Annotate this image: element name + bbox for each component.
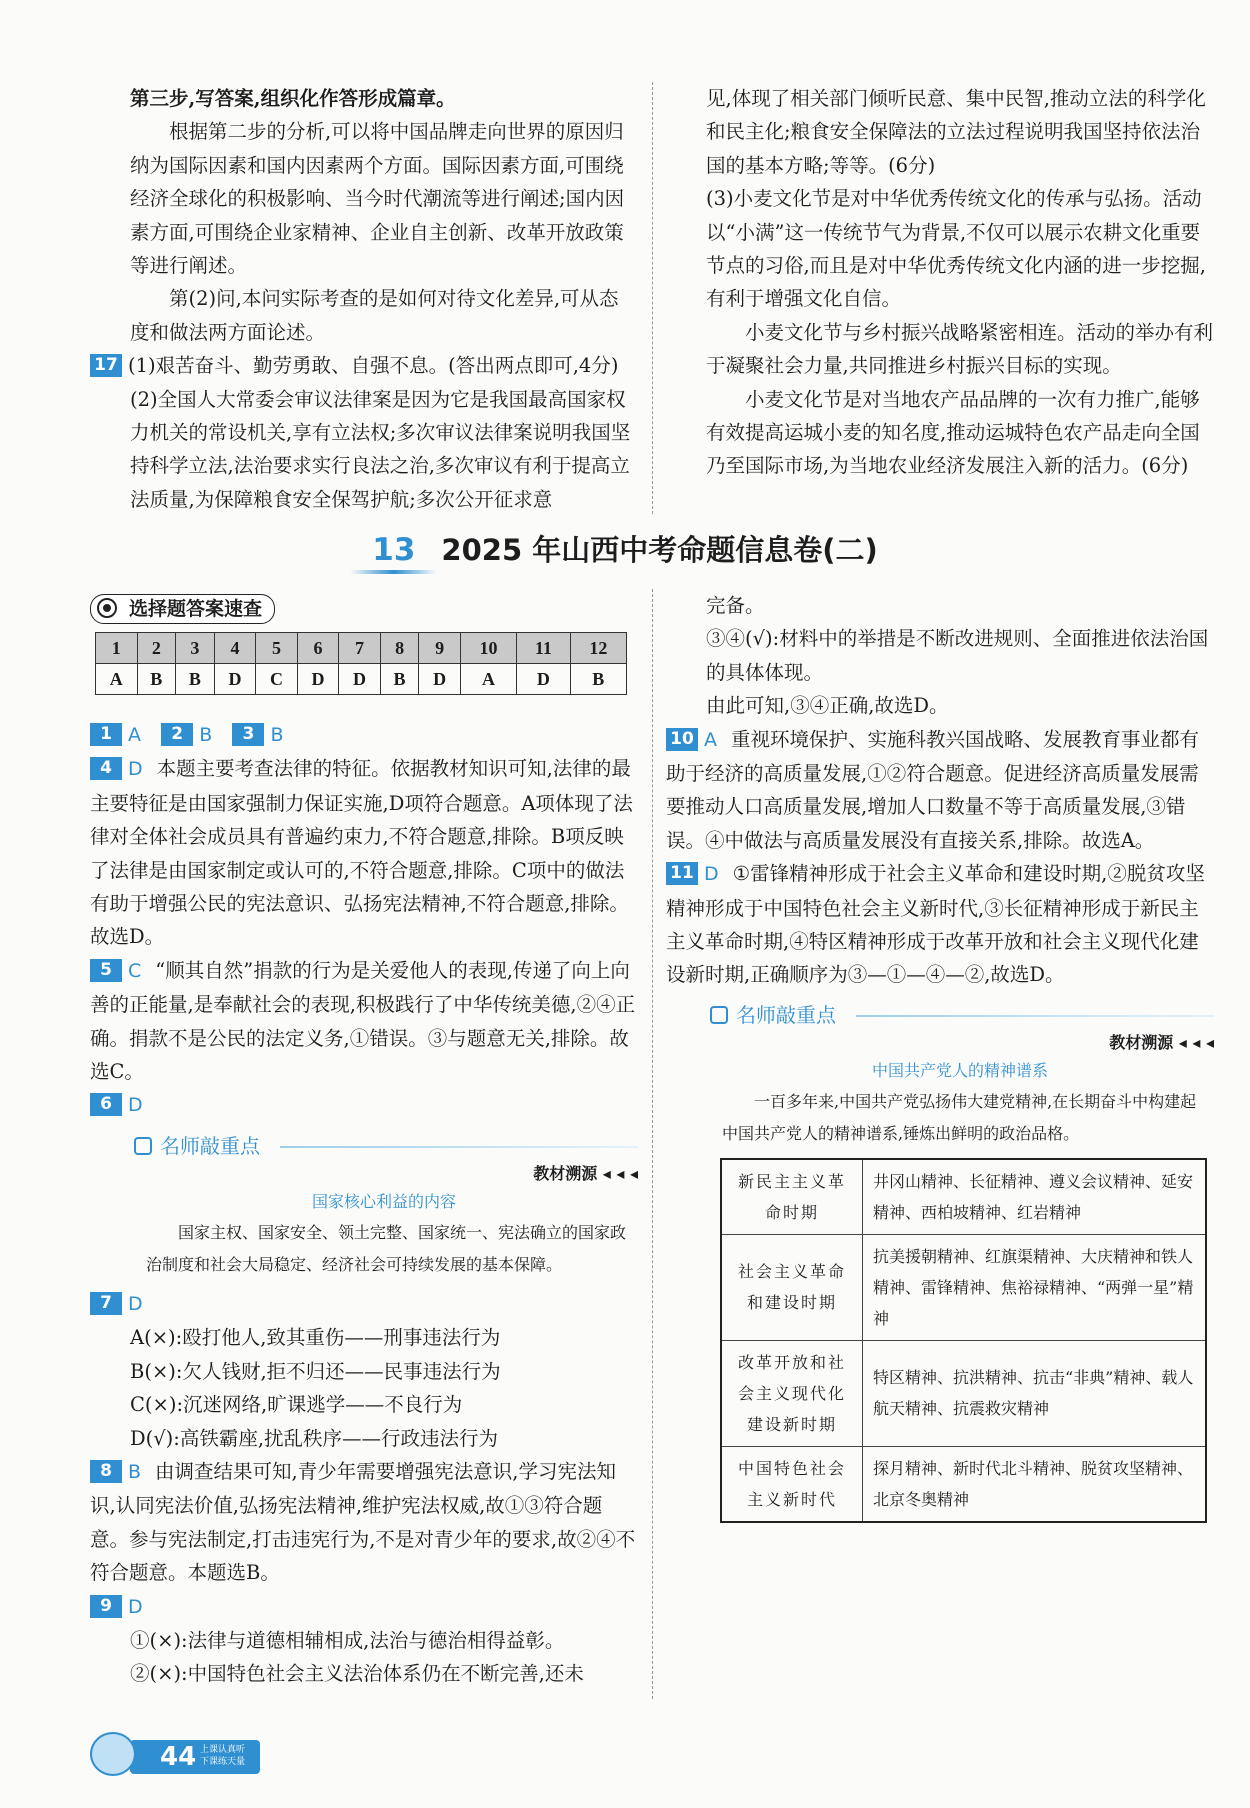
answer-letter: D bbox=[128, 1292, 143, 1315]
question-number-6: 6 bbox=[90, 1093, 122, 1116]
table-row: 中国特色社会主义新时代 探月精神、新时代北斗精神、脱贫攻坚精神、北京冬奥精神 bbox=[721, 1446, 1206, 1522]
paragraph: 见,体现了相关部门倾听民意、集中民智,推动立法的科学化和民主化;粮食安全保障法的立法过程说明我国坚持依法治国的基本方略;等等。(6分) bbox=[706, 87, 1206, 177]
textbook-source-label: 教材溯源 ◂ ◂ ◂ bbox=[1109, 1032, 1214, 1052]
grid-question-number: 5 bbox=[256, 633, 298, 664]
question-number-5: 5 bbox=[90, 959, 122, 982]
grid-question-number: 6 bbox=[297, 633, 339, 664]
top-left-column bbox=[94, 82, 638, 516]
teacher-key-label: 名师敲重点 bbox=[706, 1000, 836, 1030]
page-number: 44 bbox=[160, 1742, 197, 1772]
teacher-key-point bbox=[130, 1131, 638, 1281]
question-number-8: 8 bbox=[90, 1460, 122, 1483]
section-title-text: 2025 年山西中考命题信息卷(二) bbox=[441, 533, 878, 567]
grid-question-number: 12 bbox=[570, 633, 626, 664]
teacher-key-point bbox=[706, 1000, 1214, 1150]
step-heading: 第三步,写答案,组织化作答形成篇章。 bbox=[130, 87, 456, 110]
key-point-body: 国家主权、国家安全、领土完整、国家统一、宪法确立的国家政治制度和社会大局稳定、经济社会可持续发展的基本保障。 bbox=[146, 1222, 627, 1274]
column-divider-top bbox=[652, 82, 653, 514]
grid-answer: D bbox=[297, 664, 339, 695]
section-number: 13 bbox=[372, 532, 416, 568]
answer-letter: D bbox=[128, 1595, 143, 1618]
explanation: 本题主要考查法律的特征。依据教材知识可知,法律的最主要特征是由国家强制力保证实施,D项符合题意。A项体现了法律对全体社会成员具有普遍约束力,不符合题意,排除。B项反映了法律是由国家制定或认可的,不符合题意,排除。C项中的做法有助于增强公民的宪法意识、弘扬宪法精神,不符合题意,排除。故选D。 bbox=[90, 757, 633, 949]
paragraph: 由此可知,③④正确,故选D。 bbox=[706, 694, 949, 718]
column-divider-bottom bbox=[652, 589, 653, 1699]
grid-question-number: 2 bbox=[137, 633, 176, 664]
answer-letter: D bbox=[704, 863, 719, 886]
option-analysis: A(×):殴打他人,致其重伤——刑事违法行为 bbox=[130, 1326, 501, 1350]
answer-letter: C bbox=[128, 959, 142, 982]
grid-answer: D bbox=[419, 664, 461, 695]
question-number-9: 9 bbox=[90, 1595, 122, 1618]
grid-question-number: 9 bbox=[419, 633, 461, 664]
grid-question-number: 1 bbox=[96, 633, 138, 664]
key-point-title: 国家核心利益的内容 bbox=[311, 1191, 456, 1211]
answer-letter: A bbox=[128, 724, 141, 746]
grid-answer: C bbox=[256, 664, 298, 695]
answer-letter: B bbox=[199, 724, 213, 746]
question-number-4: 4 bbox=[90, 757, 122, 780]
paragraph: (3)小麦文化节是对中华优秀传统文化的传承与弘扬。活动以“小满”这一传统节气为背景,不仅可以展示农耕文化重要节点的习俗,而且是对中华优秀传统文化内涵的进一步挖掘,有利于增强文化自信。 bbox=[706, 187, 1206, 311]
question-number-7: 7 bbox=[90, 1292, 122, 1315]
question-number-10: 10 bbox=[666, 728, 698, 751]
grid-answer: D bbox=[214, 664, 256, 695]
explanation: 由调查结果可知,青少年需要增强宪法意识,学习宪法知识,认同宪法价值,弘扬宪法精神,维护宪法权威,故①③符合题意。参与宪法制定,打击违宪行为,不是对青少年的要求,故②④不符合题意。本题选B。 bbox=[90, 1459, 636, 1585]
option-analysis: C(×):沉迷网络,旷课逃学——不良行为 bbox=[130, 1393, 463, 1417]
question-number-1: 1 bbox=[90, 723, 122, 746]
grid-answer: A bbox=[96, 664, 138, 695]
grid-question-number: 10 bbox=[460, 633, 516, 664]
quick-check-label: 选择题答案速查 bbox=[90, 594, 275, 624]
grid-answer: D bbox=[339, 664, 381, 695]
question-number-3: 3 bbox=[232, 723, 264, 746]
target-icon bbox=[97, 598, 117, 618]
option-analysis: B(×):欠人钱财,拒不归还——民事违法行为 bbox=[130, 1359, 501, 1383]
mascot-icon bbox=[90, 1732, 136, 1776]
explanation: ①雷锋精神形成于社会主义革命和建设时期,②脱贫攻坚精神形成于中国特色社会主义新时代,③长征精神形成于新民主主义革命时期,④特区精神形成于改革开放和社会主义现代化建设新时期,正确顺序为③—①—④—②,故选D。 bbox=[666, 862, 1205, 987]
grid-answer: B bbox=[570, 664, 626, 695]
answer-letter: B bbox=[270, 724, 284, 746]
answer-text: (2)全国人大常委会审议法律案是因为它是我国最高国家权力机关的常设机关,享有立法权;多次审议法律案说明我国坚持科学立法,法治要求实行良法之治,多次审议有利于提高立法质量,为保障粮食安全保驾护航;多次公开征求意 bbox=[130, 387, 631, 511]
grid-question-number: 8 bbox=[380, 633, 419, 664]
answer-letter: D bbox=[128, 1094, 143, 1117]
grid-question-number: 7 bbox=[339, 633, 381, 664]
teacher-key-label: 名师敲重点 bbox=[130, 1131, 260, 1161]
explanation: “顺其自然”捐款的行为是关爱他人的表现,传递了向上向善的正能量,是奉献社会的表现,积极践行了中华传统美德,②④正确。捐款不是公民的法定义务,①错误。③与题意无关,排除。故选C。 bbox=[90, 958, 636, 1084]
paragraph: 小麦文化节是对当地农产品品牌的一次有力推广,能够有效提高运城小麦的知名度,推动运城特色农产品走向全国乃至国际市场,为当地农业经济发展注入新的活力。(6分) bbox=[706, 387, 1200, 478]
table-row: 新民主主义革命时期 井冈山精神、长征精神、遵义会议精神、延安精神、西柏坡精神、红岩精神 bbox=[721, 1159, 1206, 1235]
paragraph: 根据第二步的分析,可以将中国品牌走向世界的原因归纳为国际因素和国内因素两个方面。国际因素方面,可围绕经济全球化的积极影响、当今时代潮流等进行阐述;国内因素方面,可围绕企业家精神、企业自主创新、改革开放政策等进行阐述。 bbox=[130, 120, 625, 278]
grid-question-number: 3 bbox=[176, 633, 215, 664]
table-row: 改革开放和社会主义现代化建设新时期 特区精神、抗洪精神、抗击“非典”精神、载人航天精神、抗震救灾精神 bbox=[721, 1340, 1206, 1446]
key-point-body: 一百多年来,中国共产党弘扬伟大建党精神,在长期奋斗中构建起中国共产党人的精神谱系,锤炼出鲜明的政治品格。 bbox=[722, 1091, 1197, 1143]
answer-letter: A bbox=[704, 728, 717, 751]
page-footer bbox=[90, 1738, 260, 1774]
section-title bbox=[0, 528, 1250, 569]
option-analysis: ①(×):法律与道德相辅相成,法治与德治相得益彰。 bbox=[130, 1628, 565, 1652]
answer-grid bbox=[95, 632, 627, 695]
table-row: 社会主义革命和建设时期 抗美援朝精神、红旗渠精神、大庆精神和铁人精神、雷锋精神、焦裕禄精神、“两弹一星”精神 bbox=[721, 1234, 1206, 1340]
bottom-right-column bbox=[666, 589, 1214, 1523]
grid-question-number: 11 bbox=[517, 633, 570, 664]
spirit-lineage-table bbox=[720, 1158, 1207, 1523]
question-number-2: 2 bbox=[161, 723, 193, 746]
answer-letter: D bbox=[128, 758, 143, 781]
top-right-column bbox=[706, 82, 1214, 483]
grid-answer: D bbox=[517, 664, 570, 695]
grid-answer: B bbox=[380, 664, 419, 695]
answer-text: (1)艰苦奋斗、勤劳勇敢、自强不息。(答出两点即可,4分) bbox=[128, 354, 619, 378]
textbook-source-label: 教材溯源 ◂ ◂ ◂ bbox=[533, 1163, 638, 1183]
grid-answer: A bbox=[460, 664, 516, 695]
paragraph: 小麦文化节与乡村振兴战略紧密相连。活动的举办有利于凝聚社会力量,共同推进乡村振兴目标的实现。 bbox=[706, 320, 1214, 378]
footer-motto: 上课认真听 下课练天量 bbox=[200, 1745, 246, 1767]
grid-answer: B bbox=[176, 664, 215, 695]
grid-answer: B bbox=[137, 664, 176, 695]
paragraph: ③④(√):材料中的举措是不断改进规则、全面推进依法治国的具体体现。 bbox=[706, 627, 1209, 684]
paragraph: 第(2)问,本问实际考查的是如何对待文化差异,可从态度和做法两方面论述。 bbox=[130, 287, 619, 344]
option-analysis: ②(×):中国特色社会主义法治体系仍在不断完善,还未 bbox=[130, 1662, 584, 1686]
answer-letter: B bbox=[128, 1460, 142, 1483]
option-analysis: D(√):高铁霸座,扰乱秩序——行政违法行为 bbox=[130, 1426, 499, 1450]
explanation: 重视环境保护、实施科教兴国战略、发展教育事业都有助于经济的高质量发展,①②符合题意。促进经济高质量发展需要推动人口高质量发展,增加人口数量不等于高质量发展,③错误。④中做法与高质量发展没有直接关系,排除。故选A。 bbox=[666, 727, 1200, 852]
question-number-11: 11 bbox=[666, 862, 698, 885]
paragraph: 完备。 bbox=[706, 594, 765, 617]
bottom-left-column bbox=[90, 718, 638, 1691]
key-point-title: 中国共产党人的精神谱系 bbox=[871, 1060, 1048, 1080]
grid-question-number: 4 bbox=[214, 633, 256, 664]
question-number-17: 17 bbox=[90, 354, 122, 377]
